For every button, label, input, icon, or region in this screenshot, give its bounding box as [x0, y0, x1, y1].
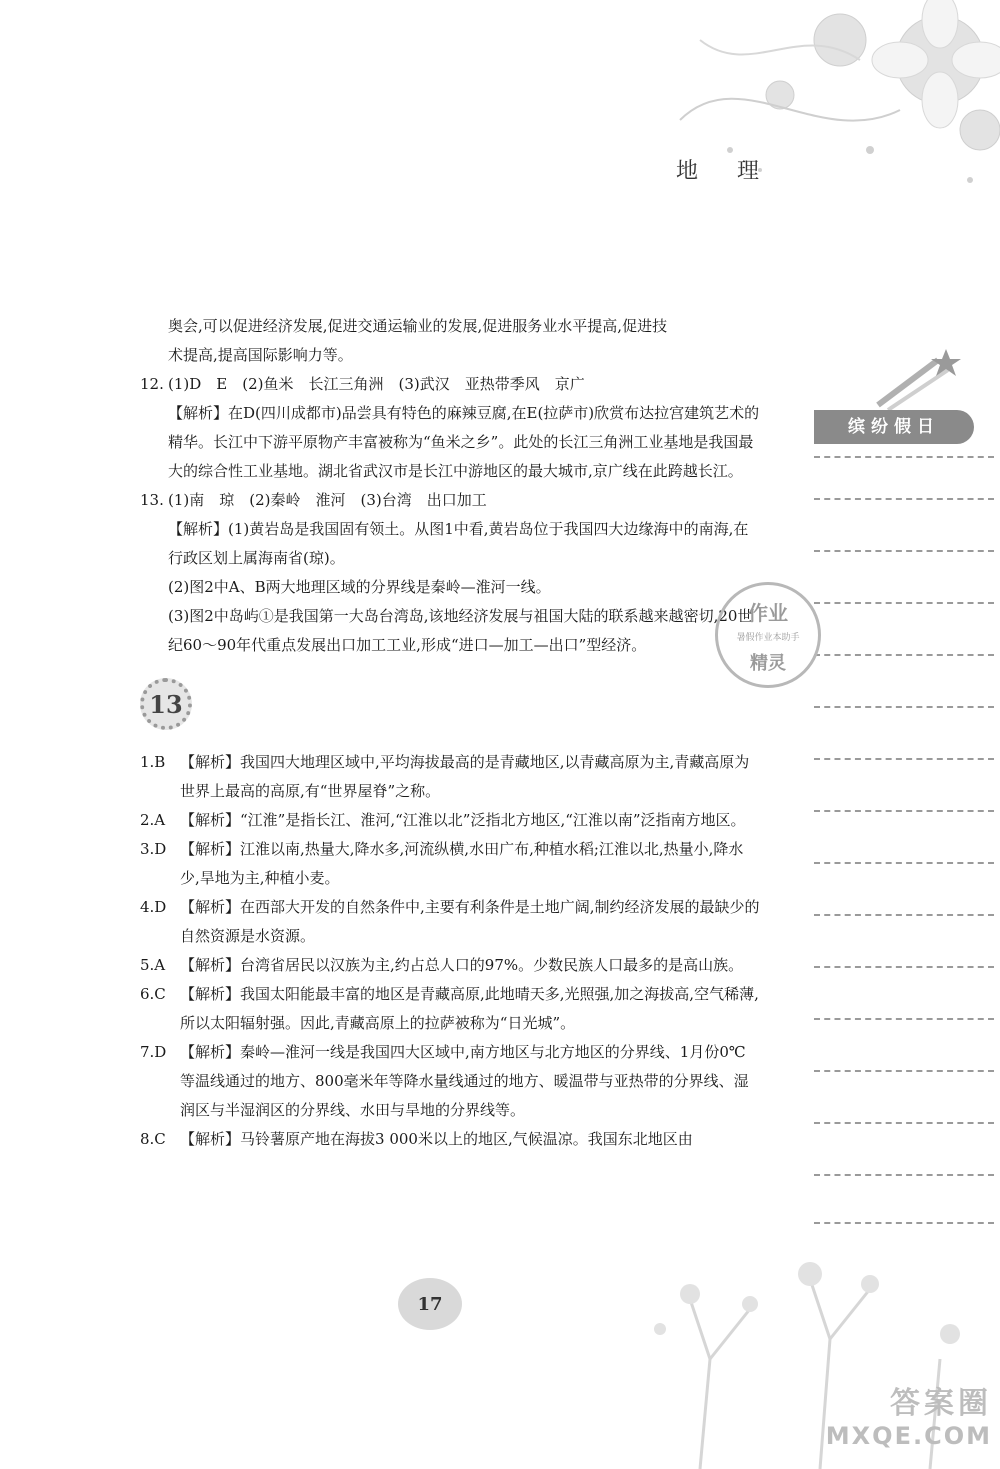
- stamp-text: 精灵: [750, 653, 786, 674]
- subject-header: 地 理: [676, 159, 775, 184]
- note-line: [814, 1018, 994, 1020]
- page-number: 17: [398, 1278, 462, 1330]
- note-line: [814, 810, 994, 812]
- answer-item: [140, 835, 760, 893]
- note-line: [814, 914, 994, 916]
- item-number: 2.A: [140, 811, 166, 829]
- item-text: 【解析】秦岭—淮河一线是我国四大区域中,南方地区与北方地区的分界线、1月份0℃等温线通过的地方、800毫米年等降水量线通过的地方、暖温带与亚热带的分界线、湿润区与半湿润区的分界线、水田与旱地的分界线等。: [180, 1043, 749, 1119]
- question-12: [140, 370, 760, 399]
- answer-item: [140, 1038, 760, 1125]
- question-number: 12.: [140, 375, 164, 393]
- note-line: [814, 654, 994, 656]
- item-text: 【解析】江淮以南,热量大,降水多,河流纵横,水田广布,种植水稻;江淮以北,热量小,降水少,旱地为主,种植小麦。: [180, 840, 744, 887]
- item-text: 【解析】“江淮”是指长江、淮河,“江淮以北”泛指北方地区,“江淮以南”泛指南方地区。: [180, 811, 746, 829]
- question-13: [140, 486, 760, 515]
- note-line: [814, 1174, 994, 1176]
- item-number: 4.D: [140, 898, 167, 916]
- item-text: 【解析】在西部大开发的自然条件中,主要有利条件是土地广阔,制约经济发展的最缺少的自然资源是水资源。: [180, 898, 760, 945]
- item-number: 5.A: [140, 956, 166, 974]
- note-line: [814, 1222, 994, 1224]
- answer-item: [140, 893, 760, 951]
- item-text: 【解析】台湾省居民以汉族为主,约占总人口的97%。少数民族人口最多的是高山族。: [180, 956, 744, 974]
- item-text: 【解析】马铃薯原产地在海拔3 000米以上的地区,气候温凉。我国东北地区由: [180, 1130, 693, 1148]
- note-line: [814, 758, 994, 760]
- stamp-text: 暑假作业本助手: [736, 633, 800, 643]
- note-line: [814, 498, 994, 500]
- question-analysis: (2)图2中A、B两大地理区域的分界线是秦岭—淮河一线。: [168, 578, 551, 596]
- intro-line: 奥会,可以促进经济发展,促进交通运输业的发展,促进服务业水平提高,促进技: [168, 317, 668, 335]
- answer-item: [140, 980, 760, 1038]
- question-analysis: 【解析】在D(四川成都市)品尝具有特色的麻辣豆腐,在E(拉萨市)欣赏布达拉宫建筑艺术的精华。长江中下游平原物产丰富被称为“鱼米之乡”。此处的长江三角洲工业基地是我国最大的综合性工业基地。湖北省武汉市是长江中游地区的最大城市,京广线在此跨越长江。: [168, 404, 760, 480]
- shooting-star-icon: [868, 345, 968, 415]
- note-line: [814, 456, 994, 458]
- question-analysis: (3)图2中岛屿①是我国第一大岛台湾岛,该地经济发展与祖国大陆的联系越来越密切,20世纪60～90年代重点发展出口加工工业,形成“进口—加工—出口”型经济。: [168, 607, 753, 654]
- item-text: 【解析】我国四大地理区域中,平均海拔最高的是青藏地区,以青藏高原为主,青藏高原为世界上最高的高原,有“世界屋脊”之称。: [180, 753, 750, 800]
- question-answer: (1)D E (2)鱼米 长江三角洲 (3)武汉 亚热带季风 京广: [168, 375, 585, 393]
- note-line: [814, 602, 994, 604]
- question-answer: (1)南 琼 (2)秦岭 淮河 (3)台湾 出口加工: [168, 491, 487, 509]
- item-number: 8.C: [140, 1130, 166, 1148]
- answer-item: [140, 748, 760, 806]
- stamp-text: 作业: [748, 601, 788, 625]
- answer-content: [140, 312, 760, 1154]
- note-line: [814, 862, 994, 864]
- answer-item: [140, 1125, 760, 1154]
- item-number: 1.B: [140, 753, 166, 771]
- question-number: 13.: [140, 491, 164, 509]
- site-watermark: [812, 1378, 992, 1450]
- item-text: 【解析】我国太阳能最丰富的地区是青藏高原,此地晴天多,光照强,加之海拔高,空气稀薄,所以太阳辐射强。因此,青藏高原上的拉萨被称为“日光城”。: [180, 985, 759, 1032]
- item-number: 7.D: [140, 1043, 167, 1061]
- question-analysis: 【解析】(1)黄岩岛是我国固有领土。从图1中看,黄岩岛位于我国四大边缘海中的南海,在行政区划上属海南省(琼)。: [168, 520, 749, 567]
- watermark-text: 答案圈: [890, 1386, 992, 1421]
- note-line: [814, 966, 994, 968]
- answer-item: [140, 806, 760, 835]
- intro-line: 术提高,提高国际影响力等。: [168, 346, 353, 364]
- watermark-url: MXQE.COM: [825, 1422, 992, 1450]
- homework-stamp: [715, 582, 821, 688]
- item-number: 6.C: [140, 985, 166, 1003]
- note-line: [814, 1070, 994, 1072]
- section-number-badge: 13: [140, 678, 192, 730]
- note-line: [814, 550, 994, 552]
- note-line: [814, 706, 994, 708]
- note-line: [814, 1122, 994, 1124]
- answer-item: [140, 951, 760, 980]
- item-number: 3.D: [140, 840, 167, 858]
- sidebar-banner: 缤纷假日: [814, 410, 974, 444]
